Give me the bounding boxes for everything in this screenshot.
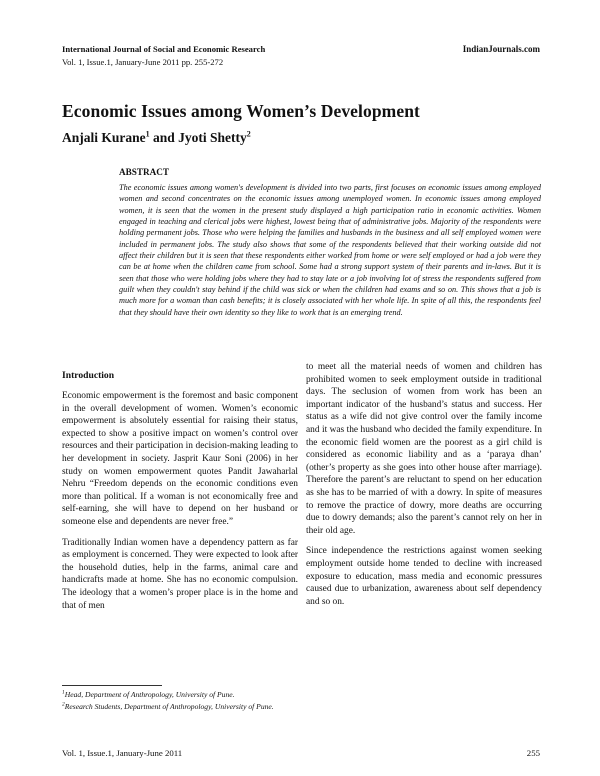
footnote-1-text: Head, Department of Anthropology, University of Pune.	[64, 690, 235, 699]
footnote-1	[62, 690, 235, 699]
abstract-heading: ABSTRACT	[119, 167, 170, 177]
paragraph: Traditionally Indian women have a dependency pattern as far as employment is concerned. They were expected to look after the household duties, help in the farms, animal care and handicrafts made at home. She has no economic compulsion. The ideology that a women’s proper place is in the home and that of men	[62, 537, 298, 611]
body-column-right	[306, 361, 542, 616]
footer-volume: Vol. 1, Issue.1, January-June 2011	[62, 748, 183, 758]
paragraph: Since independence the restrictions against women seeking employment outside home tended to decline with increased exposure to education, mass media and economic pressures caused due to urbanization, awareness about self dependency and so on.	[306, 546, 542, 607]
author-line	[62, 130, 251, 146]
journal-name: International Journal of Social and Economic Research	[62, 44, 266, 54]
paragraph: to meet all the material needs of women and children has prohibited women to seek employment outside in traditional days. The seclusion of women from work has been an important indicator of the husband’s status and success. Her status as a wife did not give control over the family income and it was the husband who decided the family expenditure. In the economic field women are the poorest as a girl child is considered as economic liability and as a ‘paraya dhan’ (other’s property as she goes into other house after marriage). Therefore the parent’s are reluctant to spend on her education as she has to be married of with a dowry. In spite of measures to remove the practice of dowry, more deaths are occurring due to dowry demands; also the parent’s cannot rely on her in their old age.	[306, 362, 542, 536]
paper-title: Economic Issues among Women’s Development	[62, 101, 420, 121]
abstract-text: The economic issues among women's development is divided into two parts, first focuses on economic issues among employed women and second concentrates on the economic issues among unemployed women. In economic issues among employed women, it is seen that the women in the present study displayed a high participation ratio in economic activities. Women engaged in teaching and clerical jobs were highest, lowest being that of administrative jobs. Majority of the respondents were holding permanent jobs. Those who were helping the families and husbands in the business and all self employed women were included in permanent jobs. The study also shows that some of the respondents believed that their working outside did not affect their children but it is seen that these respondents either worked from home or were self employed or had a job were they can be at home when the children came from school. Some had a strong support system of their parents and in-laws. But it is seen that those who were holding jobs where they had to stay late or a job involving lot of stress the respondents suffered from guilt when they couldn't stay behind if the child was sick or when the children had exams and so on. This shows that a job is much more for a woman than cash benefits; it is closely associated with her whole life. In spite of all this, the respondents feel that they should have their own identity so they like to work that is an emerging trend.	[119, 183, 541, 317]
volume-info: Vol. 1, Issue.1, January-June 2011 pp. 255-272	[62, 57, 224, 67]
site-name: IndianJournals.com	[462, 44, 540, 54]
footnote-1-mark: 1	[62, 689, 65, 696]
page-number: 255	[526, 748, 540, 758]
footnote-2-text: Research Students, Department of Anthropology, University of Pune.	[64, 702, 274, 711]
author-1-mark: 1	[145, 129, 150, 139]
author-1: Anjali Kurane	[62, 130, 146, 145]
introduction-heading: Introduction	[62, 370, 115, 381]
footnote-2	[62, 702, 274, 711]
body-column-left	[62, 390, 298, 620]
paragraph: Economic empowerment is the foremost and basic component in the overall development of women. Women’s economic empowerment is absolutely essential for raising their status, expected to show a positive impact on women’s control over resources and their participation in decision-making leading to her development in society. Jasprit Kaur Soni (2006) in her study on women empowerment quotes Pandit Jawaharlal Nehru “Freedom depends on the economic conditions even more than political. If a woman is not economically free and self-earning, she will have to depend on her husband or someone else and dependents are never free.”	[62, 391, 298, 527]
footnote-divider	[62, 685, 162, 686]
author-2: Jyoti Shetty	[178, 130, 247, 145]
footnote-2-mark: 2	[62, 701, 65, 708]
author-joiner: and	[153, 130, 175, 145]
author-2-mark: 2	[246, 129, 251, 139]
